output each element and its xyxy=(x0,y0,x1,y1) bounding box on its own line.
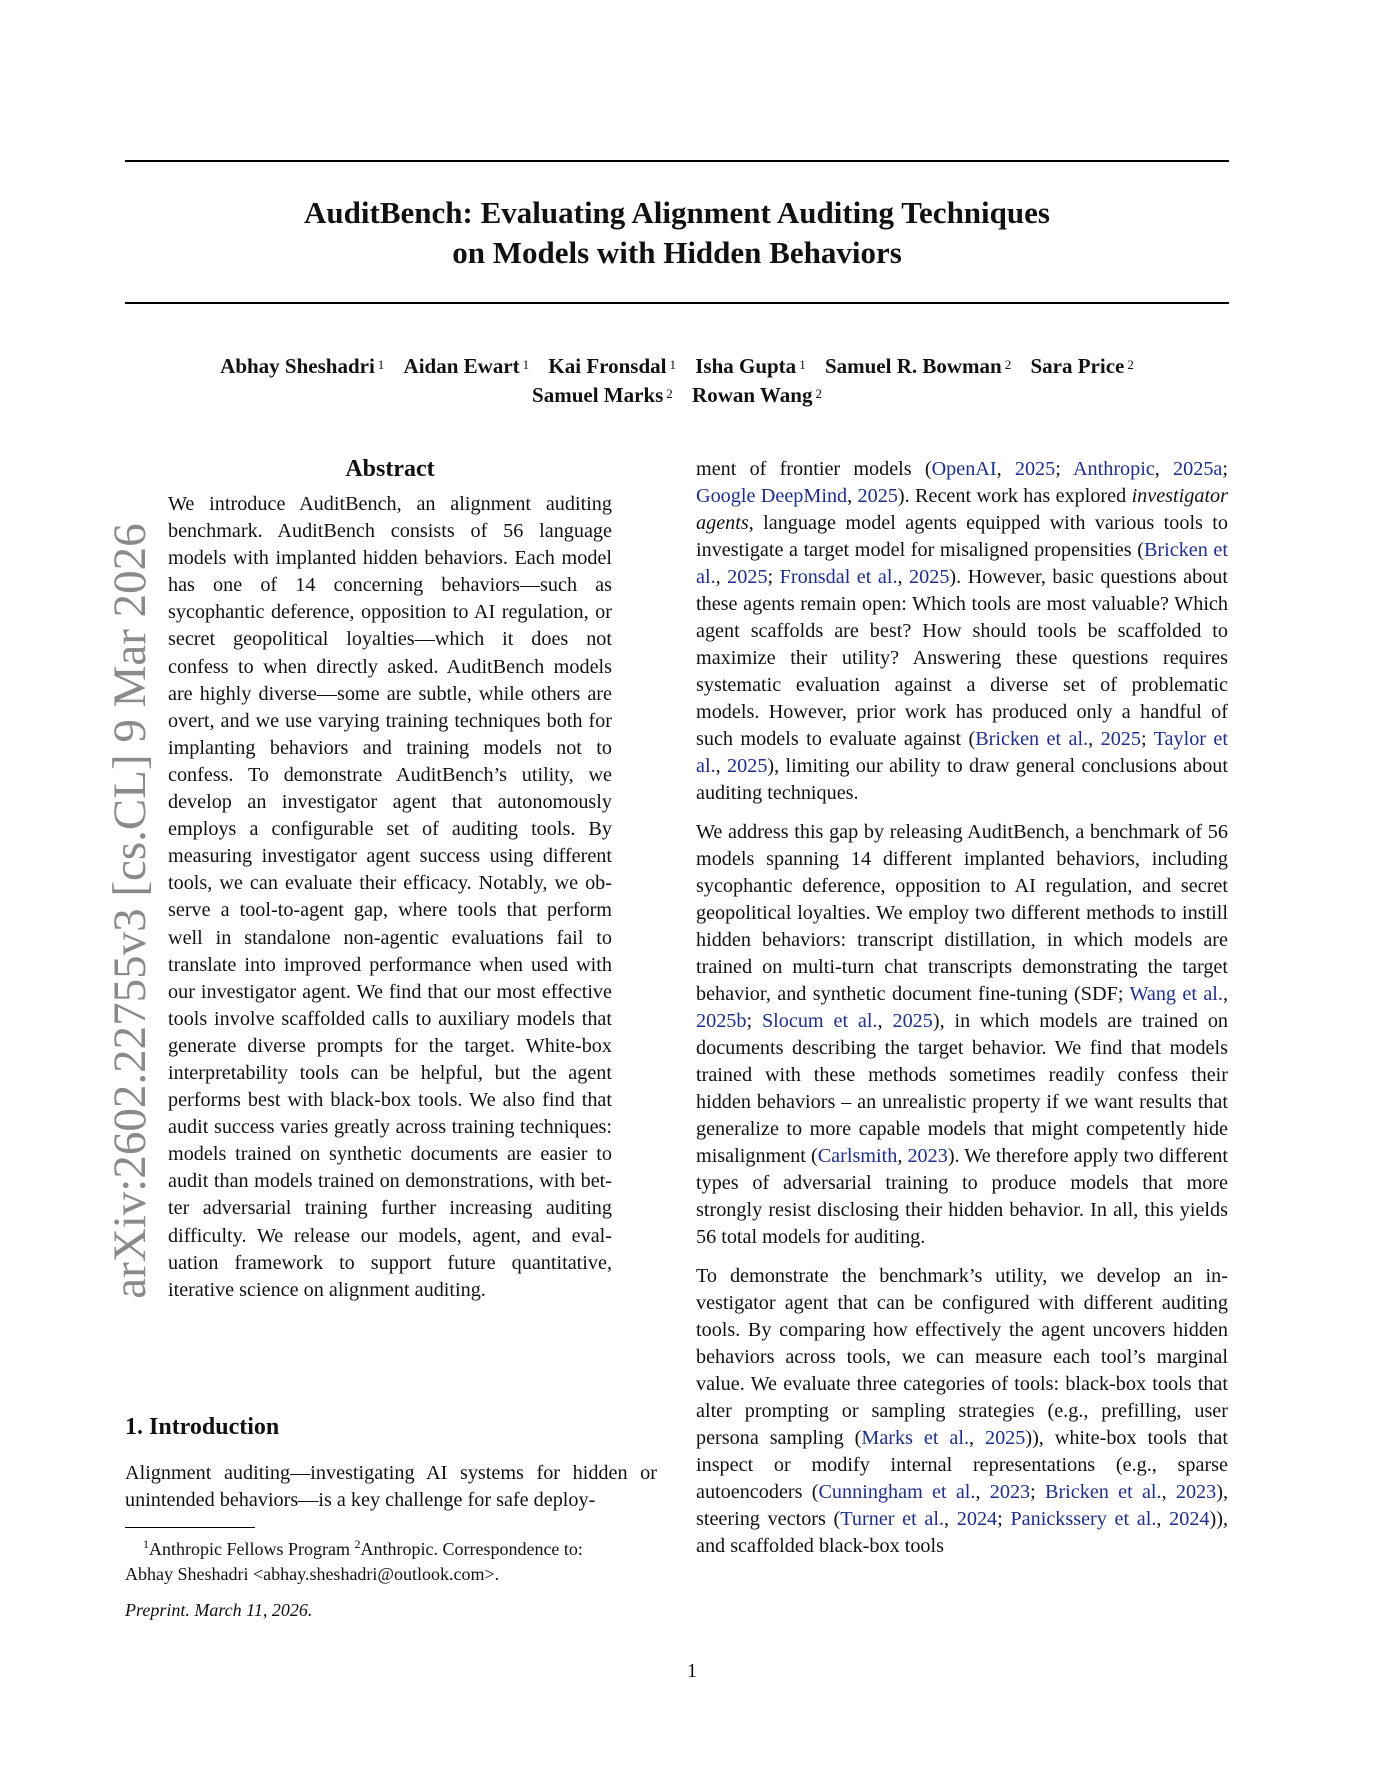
introduction-body: Alignment auditing—investigating AI systems for hidden or unintended behaviors—is a key challenge for safe deploy- xyxy=(125,1462,657,1511)
body-text: , xyxy=(975,1481,990,1503)
right-column xyxy=(696,456,1228,1572)
paragraph xyxy=(696,819,1228,1251)
title-line-1: AuditBench: Evaluating Alignment Auditing Techniques xyxy=(304,195,1050,230)
citation-link[interactable]: 2025a xyxy=(1173,458,1223,480)
author: Aidan Ewart $^1$ xyxy=(403,354,530,378)
author: Samuel R. Bowman $^2$ xyxy=(824,354,1012,378)
citation-link[interactable]: Bricken et al. xyxy=(975,728,1089,750)
body-text: , xyxy=(969,1427,985,1449)
author-line-2 xyxy=(125,381,1229,410)
body-text: , xyxy=(715,566,728,588)
citation-link[interactable]: 2024 xyxy=(1169,1508,1210,1530)
body-text: , xyxy=(897,566,910,588)
citation-link[interactable]: Cunningham et al. xyxy=(818,1481,976,1503)
citation-link[interactable]: Fronsdal et al. xyxy=(779,566,898,588)
body-text: , xyxy=(847,485,858,507)
body-text: ; xyxy=(1055,458,1073,480)
citation-link[interactable]: 2023 xyxy=(907,1145,948,1167)
body-text: , xyxy=(715,755,728,777)
body-text: We address this gap by releasing AuditBench, a benchmark of 56 models spanning 14 different implanted behaviors, including sycophantic deference, opposition to AI regulation, and secret geopolitical loyalties. We employ two different methods to instill hidden behaviors: transcript distillation, in which models are trained on multi-turn chat transcripts demonstrating the target behavior, and synthetic document fine-tuning (SDF; xyxy=(696,821,1228,1005)
citation-link[interactable]: Wang et al. xyxy=(1129,983,1223,1005)
correspondence-email[interactable]: Abhay Sheshadri <abhay.sheshadri@outlook.com>. xyxy=(125,1564,500,1584)
citation-link[interactable]: 2024 xyxy=(956,1508,998,1530)
body-text: , xyxy=(897,1145,908,1167)
paragraph xyxy=(696,1263,1228,1560)
body-text: ). We therefore apply two different types of adversarial training to produce models that more strongly resist disclosing their hidden behavior. In all, this yields 56 total models for auditing. xyxy=(696,1145,1229,1248)
citation-link[interactable]: OpenAI xyxy=(931,458,997,480)
body-text: , xyxy=(1222,983,1228,1005)
abstract-section xyxy=(168,454,612,1304)
citation-link[interactable]: 2025 xyxy=(727,755,768,777)
citation-link[interactable]: Carlsmith xyxy=(817,1145,898,1167)
citation-link[interactable]: 2025 xyxy=(984,1427,1026,1449)
body-text: To demonstrate the benchmark’s utility, we develop an investigator agent that can be configured with different auditing tools. By comparing how effectively the agent uncovers hidden behaviors across tools, we can measure each tool’s marginal value. We evaluate three categories of tools: black-box tools that alter prompting or sampling strategies (e.g., prefilling, user persona sampling ( xyxy=(696,1265,1228,1449)
citation-link[interactable]: Marks et al. xyxy=(861,1427,969,1449)
author: Abhay Sheshadri $^1$ xyxy=(220,354,385,378)
citation-link[interactable]: Turner et al. xyxy=(840,1508,945,1530)
citation-link[interactable]: 2025 xyxy=(909,566,950,588)
body-text: ). However, basic questions about these agents remain open: Which tools are most valuable? Which agent scaffolds are best? How should tools be scaffolded to maximize their utility? Answering these questions requires systematic evaluation against a diverse set of problematic models. However, prior work has produced only a handful of such models to evaluate against ( xyxy=(696,566,1229,750)
emphasis-text: investigator agents xyxy=(696,485,1229,534)
body-text: ), steering vectors ( xyxy=(696,1481,1229,1530)
body-text: , xyxy=(877,1010,893,1032)
body-text: ; xyxy=(1140,728,1154,750)
title-top-rule xyxy=(125,160,1229,162)
body-text: )), and scaffolded black-box tools xyxy=(696,1508,1229,1557)
author: Rowan Wang $^2$ xyxy=(692,383,822,407)
abstract-body: We introduce AuditBench, an alignment auditing benchmark. AuditBench consists of 56 language models with implanted hidden behaviors. Each model has one of 14 concerning behaviors—such as sycophantic deference, opposition to AI regulation, or secret geopolitical loyalties—which it does not confess to when directly asked. AuditBench models are highly diverse—some are subtle, while others are overt, and we use varying training techniques both for implanting behaviors and training models not to confess. To demonstrate AuditBench’s utility, we develop an investigator agent that autonomously employs a configurable set of auditing tools. By measuring investigator agent success using different tools, we can evaluate their efficacy. Notably, we observe a tool-to-agent gap, where tools that perform well in standalone non-agentic evaluations fail to translate into improved performance when used with our investigator agent. We find that our most effective tools involve scaffolded calls to auxiliary models that generate diverse prompts for the target. White-box interpretability tools can be helpful, but the agent performs best with black-box tools. We also find that audit success varies greatly across training techniques: models trained on synthetic documents are easier to audit than models trained on demonstrations, with better adversarial training further increasing auditing difficulty. We release our models, agent, and evaluation framework to support future quantitative, iterative science on alignment auditing. xyxy=(168,493,612,1301)
body-text: , xyxy=(1088,728,1101,750)
body-text: ; xyxy=(767,566,780,588)
citation-link[interactable]: 2025 xyxy=(1014,458,1056,480)
body-text: , xyxy=(1156,1508,1170,1530)
paper-title xyxy=(125,193,1229,273)
citation-link[interactable]: 2025b xyxy=(696,1010,747,1032)
citation-link[interactable]: Anthropic xyxy=(1072,458,1155,480)
body-text: ), in which models are trained on documents describing the target behavior. We find that models trained with these methods sometimes readily confess their hidden behaviors – an unrealistic property if we want results that generalize to more capable models that might competently hide misalignment ( xyxy=(696,1010,1229,1167)
preprint-date: Preprint. March 11, 2026. xyxy=(125,1600,313,1620)
title-bottom-rule xyxy=(125,302,1229,304)
abstract-heading: Abstract xyxy=(345,456,435,482)
body-text: , xyxy=(1161,1481,1176,1503)
body-text: ; xyxy=(1030,1481,1045,1503)
title-line-2: on Models with Hidden Behaviors xyxy=(452,235,902,270)
body-text: ), limiting our ability to draw general conclusions about auditing techniques. xyxy=(696,755,1229,804)
author: Samuel Marks $^2$ xyxy=(532,383,673,407)
body-text: , language model agents equipped with various tools to investigate a target model for misaligned propensities ( xyxy=(696,512,1228,561)
body-text: ; xyxy=(997,1508,1011,1530)
affiliation-footnote: $^1$Anthropic Fellows Program $^2$Anthropic. Correspondence to: Abhay Sheshadri <abhay.sheshadri@outlook.com>. xyxy=(125,1537,583,1584)
body-text: , xyxy=(996,458,1015,480)
introduction-heading: 1. Introduction xyxy=(125,1414,280,1440)
body-text: ; xyxy=(746,1010,762,1032)
citation-link[interactable]: Taylor et al. xyxy=(696,728,1229,777)
body-text: )), white-box tools that inspect or modify internal representations (e.g., sparse autoencoders ( xyxy=(696,1427,1228,1503)
paragraph xyxy=(696,456,1228,807)
author-list xyxy=(125,352,1229,410)
page-number: 1 xyxy=(687,1660,697,1682)
citation-link[interactable]: 2023 xyxy=(1175,1481,1217,1503)
body-text: ; xyxy=(1222,458,1228,480)
citation-link[interactable]: 2025 xyxy=(727,566,768,588)
body-text: ). Recent work has explored xyxy=(897,485,1132,507)
author-line-1 xyxy=(125,352,1229,381)
citation-link[interactable]: 2025 xyxy=(892,1010,933,1032)
citation-link[interactable]: Google DeepMind xyxy=(696,485,848,507)
footnote-rule xyxy=(125,1527,255,1528)
citation-link[interactable]: 2025 xyxy=(857,485,898,507)
citation-link[interactable]: Panickssery et al. xyxy=(1010,1508,1157,1530)
author: Isha Gupta $^1$ xyxy=(695,354,806,378)
citation-link[interactable]: 2025 xyxy=(1100,728,1141,750)
citation-link[interactable]: 2023 xyxy=(989,1481,1031,1503)
author: Kai Fronsdal $^1$ xyxy=(548,354,676,378)
citation-link[interactable]: Slocum et al. xyxy=(761,1010,878,1032)
citation-link[interactable]: Bricken et al. xyxy=(1044,1481,1162,1503)
body-text: , xyxy=(1154,458,1174,480)
body-text: ment of frontier models ( xyxy=(696,458,932,480)
body-text: , xyxy=(944,1508,957,1530)
author: Sara Price $^2$ xyxy=(1030,354,1134,378)
arxiv-sidebar-stamp: arXiv:2602.22755v3 [cs.CL] 9 Mar 2026 xyxy=(104,523,156,1299)
citation-link[interactable]: Bricken et al. xyxy=(696,539,1228,588)
